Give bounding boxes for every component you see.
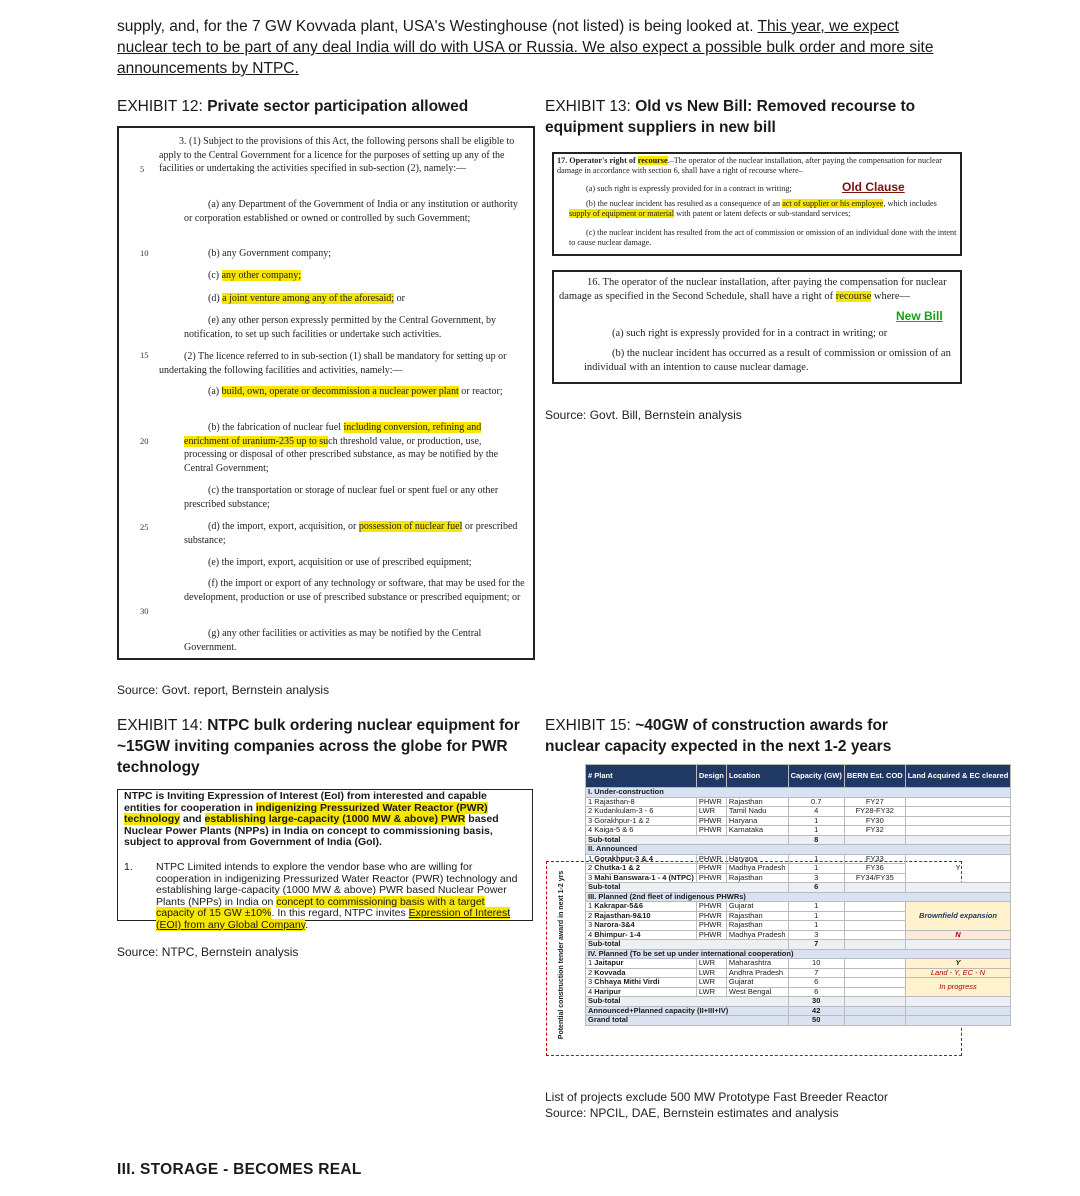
land-status: Land - Y, EC - N (905, 968, 1011, 978)
exhibit-14-source: Source: NTPC, Bernstein analysis (117, 945, 299, 959)
location: Haryana (726, 854, 788, 864)
header-design: Design (696, 765, 726, 788)
total-label: Announced+Planned capacity (II+III+IV) (586, 1006, 789, 1016)
location: Tamil Nadu (726, 807, 788, 817)
activity-a-prefix: (a) (208, 386, 222, 397)
header-cod: BERN Est. COD (844, 765, 905, 788)
capacity: 1 (788, 826, 844, 836)
old-clause-tag: Old Clause (842, 180, 905, 194)
design: PHWR (696, 854, 726, 864)
table-row (586, 959, 1011, 969)
plant-name: Rajasthan-9&10 (594, 910, 651, 920)
exhibit-12-label: EXHIBIT 12: (117, 98, 203, 115)
table-header (586, 765, 1011, 788)
highlight: recourse (835, 290, 872, 302)
old-clause-box (552, 152, 962, 256)
design: PHWR (696, 911, 726, 921)
notice-1-mid: and (180, 813, 205, 825)
subtotal-row (586, 883, 1011, 893)
location: Haryana (726, 816, 788, 826)
design: PHWR (696, 902, 726, 912)
subtotal-label: Sub-total (586, 940, 789, 950)
row-index: 4 (588, 986, 593, 996)
capacity: 6 (788, 978, 844, 988)
row-index: 4 (588, 825, 593, 834)
subtotal-row (586, 835, 1011, 845)
highlight: establishing large-capacity (1000 MW & above) PWR (204, 813, 466, 825)
capacity: 1 (788, 911, 844, 921)
land-status (905, 797, 1011, 807)
design: PHWR (696, 797, 726, 807)
old-clause-c: (c) the nuclear incident has resulted from the act of commission or omission of an individual done with the intent to cause nuclear damage. (569, 228, 957, 247)
total-row (586, 1006, 1011, 1016)
notice-2-suffix: . (305, 918, 309, 931)
notice-paragraph-1 (124, 791, 524, 849)
capacity: 3 (788, 930, 844, 940)
old-clause-heading-text: .–The operator of the nuclear installation, after paying the compensation for nuclear damage in accordance with section 6, shall have a right of recourse where– (557, 156, 942, 175)
intro-paragraph (117, 16, 947, 79)
table-row (586, 816, 1011, 826)
header-capacity: Capacity (GW) (788, 765, 844, 788)
design: LWR (696, 807, 726, 817)
plant-name: Gorakhpur-3 & 4 (594, 853, 654, 863)
grand-total-label: Grand total (586, 1016, 789, 1026)
exhibit-12-heading (117, 96, 468, 117)
line-number: 30 (140, 606, 149, 616)
table-row (586, 930, 1011, 940)
row-index: 2 (588, 863, 593, 872)
old-clause-b (569, 199, 957, 219)
total-value: 42 (788, 1006, 844, 1016)
land-status: Brownfield expansion (905, 902, 1011, 931)
clause-3-2: (2) The licence referred to in sub-section (1) shall be mandatory for setting up or undertaking the following facilities and activities, namely:— (159, 351, 507, 376)
design: LWR (696, 968, 726, 978)
header-location: Location (726, 765, 788, 788)
clause-c (208, 269, 525, 283)
location: Gujarat (726, 902, 788, 912)
activity-d (184, 520, 525, 547)
activity-b-suffix: ch threshold value, or production, use, processing or disposal of other prescribed substance, as may be notified by the Central Government; (184, 435, 499, 474)
row-index: 2 (588, 967, 593, 977)
capacity: 1 (788, 864, 844, 874)
location: Madhya Pradesh (726, 930, 788, 940)
plant-name: Haripur (594, 986, 621, 996)
location: Madhya Pradesh (726, 864, 788, 874)
section-title: IV. Planned (To be set up under international cooperation) (586, 949, 1011, 959)
table-row (586, 826, 1011, 836)
highlight: act of supplier or his employee (782, 199, 884, 208)
activity-b (184, 421, 525, 475)
land-status: In progress (905, 978, 1011, 997)
highlight: concept to commissioning basis with a target capacity of 15 GW ±10% (156, 895, 485, 919)
plant-name: Chutka-1 & 2 (594, 863, 641, 872)
design: LWR (696, 987, 726, 997)
cod: FY27 (844, 797, 905, 807)
activity-a (184, 385, 525, 399)
plant-name: Bhimpur- 1-4 (594, 929, 641, 939)
exhibit-13-source: Source: Govt. Bill, Bernstein analysis (545, 408, 742, 422)
design: PHWR (696, 921, 726, 931)
row-index: 3 (588, 872, 593, 882)
notice-2-prefix: NTPC Limited intends to explore the vendor base who are willing for cooperation in indigenizing Pressurized Water Reactor (PWR) technology and establishing large-capacity (1000 MW & above) PWR based Nuclear Power Plants (NPPs) in India on (156, 861, 518, 908)
exhibit-12-title: Private sector participation allowed (207, 98, 469, 115)
highlight: possession of nuclear fuel (358, 521, 463, 532)
plant-name: Jaitapur (594, 958, 624, 967)
section-title: III. Planned (2nd fleet of indigenous PHWRs) (586, 892, 1011, 902)
plant-name: Chhaya Mithi Virdi (594, 977, 660, 986)
design: PHWR (696, 816, 726, 826)
old-clause-b-mid: , which includes (883, 199, 937, 208)
activity-b-prefix: (b) the fabrication of nuclear fuel (208, 422, 344, 433)
new-bill-heading (559, 276, 955, 303)
subtotal-value: 6 (788, 883, 844, 893)
line-number: 25 (140, 522, 149, 532)
activity-e: (e) the import, export, acquisition or use of prescribed equipment; (208, 557, 472, 568)
new-bill-a: (a) such right is expressly provided for in a contract in writing; or (612, 328, 888, 339)
line-number: 15 (140, 350, 149, 360)
clause-a: (a) any Department of the Government of India or any institution or authority or corporation established or owned or controlled by such Government; (184, 199, 518, 224)
row-index: 1 (588, 853, 593, 863)
location: Andhra Pradesh (726, 968, 788, 978)
cod: FY36 (844, 864, 905, 874)
exhibit-13-title: Old vs New Bill: Removed recourse to equipment suppliers in new bill (545, 98, 916, 136)
activity-a-suffix: or reactor; (458, 386, 503, 397)
location: Maharashtra (726, 959, 788, 969)
section-row (586, 788, 1011, 798)
exhibit-13-label: EXHIBIT 13: (545, 98, 631, 115)
design: PHWR (696, 930, 726, 940)
location: Rajasthan (726, 911, 788, 921)
header-plant: # Plant (586, 765, 697, 788)
exhibit-14-notice (117, 789, 533, 931)
section-row (586, 892, 1011, 902)
highlight: build, own, operate or decommission a nuclear power plant (221, 386, 459, 397)
capacity: 6 (788, 987, 844, 997)
old-clause-b-prefix: (b) the nuclear incident has resulted as a consequence of an (586, 199, 783, 208)
cod: FY28-FY32 (844, 807, 905, 817)
plant-name: Rajasthan-8 (594, 796, 635, 806)
land-status (905, 807, 1011, 817)
old-clause-heading-prefix: 17. Operator's right of (557, 156, 638, 165)
capacity: 1 (788, 921, 844, 931)
notice-1-suffix: based Nuclear Power Plants (NPPs) in India on concept to commissioning basis, subject to approval from Government of India (GoI). (124, 813, 499, 848)
header-land: Land Acquired & EC cleared (905, 765, 1011, 788)
design: PHWR (696, 873, 726, 883)
section-heading-storage: III. STORAGE - BECOMES REAL (117, 1161, 362, 1178)
grand-total-value: 50 (788, 1016, 844, 1026)
clause-d-prefix: (d) (208, 293, 223, 304)
row-index: 3 (588, 815, 593, 825)
tender-award-label-text: Potential construction tender award in next 1-2 yrs (558, 870, 565, 1040)
cod: FY34/FY35 (844, 873, 905, 883)
subtotal-label: Sub-total (586, 835, 789, 845)
location: Rajasthan (726, 797, 788, 807)
plant-name: Gorakhpur-1 & 2 (594, 815, 650, 825)
new-bill-b: (b) the nuclear incident has occurred as a result of commission or omission of an individual with an intention to cause nuclear damage. (584, 348, 951, 373)
clause-d-suffix: or (394, 293, 405, 304)
plant-name: Narora-3&4 (594, 920, 635, 929)
row-index: 1 (588, 958, 593, 967)
row-index: 4 (588, 929, 593, 939)
clause-3-1: 3. (1) Subject to the provisions of this Act, the following persons shall be eligible to apply to the Central Government for a licence for the purposes of setting up any of the facilities or undertaking the activities specified in sub-section (2), namely:— (159, 136, 515, 174)
highlight: recourse (637, 156, 668, 165)
new-bill-box (552, 270, 962, 384)
old-clause-heading (557, 156, 957, 176)
clause-d (208, 292, 525, 306)
exhibit-14-heading (117, 715, 522, 778)
highlight: any other company; (221, 270, 302, 281)
capacity: 10 (788, 959, 844, 969)
highlight: Expression of Interest (EOI) from any Global Company (156, 907, 511, 931)
row-index: 2 (588, 806, 593, 815)
location: Rajasthan (726, 921, 788, 931)
exhibit-15-label: EXHIBIT 15: (545, 717, 631, 734)
plant-name: Mahi Banswara-1 - 4 (NTPC) (594, 872, 694, 882)
exhibit-12-source: Source: Govt. report, Bernstein analysis (117, 683, 330, 697)
notice-1-prefix: NTPC is Inviting Expression of Interest (EoI) from interested and capable entities for cooperation in (124, 790, 487, 814)
subtotal-row (586, 997, 1011, 1007)
clause-e: (e) any other person expressly permitted by the Central Government, by notification, to set up such facilities or undertake such activities. (184, 315, 496, 340)
row-index: 3 (588, 977, 593, 986)
line-number: 20 (140, 436, 149, 446)
clause-b: (b) any Government company; (208, 248, 332, 259)
table-row (586, 978, 1011, 988)
plant-name: Kakrapar-5&6 (594, 901, 644, 910)
capacity: 1 (788, 854, 844, 864)
design: PHWR (696, 864, 726, 874)
old-clause-a: (a) such right is expressly provided for in a contract in writing; (586, 184, 792, 193)
exhibit-15-source: Source: NPCIL, DAE, Bernstein estimates and analysis (545, 1106, 839, 1120)
capacity: 7 (788, 968, 844, 978)
land-status: Y (905, 959, 1011, 969)
subtotal-value: 7 (788, 940, 844, 950)
cod: FY33 (844, 854, 905, 864)
new-bill-heading-text: 16. The operator of the nuclear installation, after paying the compensation for nuclear damage as specified in the Second Schedule, shall have a right of (559, 277, 947, 302)
location: Gujarat (726, 978, 788, 988)
exhibit-15-note: List of projects exclude 500 MW Prototype Fast Breeder Reactor (545, 1090, 888, 1104)
row-index: 1 (588, 901, 593, 910)
intro-underlined-text: This year, we expect nuclear tech to be part of any deal India will do with USA or Russia. We also expect a possible bulk order and more site announcements by NTPC. (117, 18, 934, 77)
subtotal-row (586, 940, 1011, 950)
location: Rajasthan (726, 873, 788, 883)
plant-name: Kovvada (594, 967, 626, 977)
intro-text: supply, and, for the 7 GW Kovvada plant, USA's Westinghouse (not listed) is being looked at. (117, 18, 758, 35)
grand-total-row (586, 1016, 1011, 1026)
notice-paragraph-2 (156, 862, 524, 931)
nuclear-capacity-table (585, 764, 1009, 1026)
row-index: 1 (588, 796, 593, 806)
capacity: 1 (788, 902, 844, 912)
exhibit-15-title: ~40GW of construction awards for nuclear capacity expected in the next 1-2 years (545, 717, 892, 755)
land-status: N (905, 930, 1011, 940)
section-title: I. Under-construction (586, 788, 1011, 798)
exhibit-14-label: EXHIBIT 14: (117, 717, 203, 734)
location: Karnataka (726, 826, 788, 836)
subtotal-value: 30 (788, 997, 844, 1007)
highlight: including conversion, refining and enrichment of uranium-235 up to su (184, 422, 482, 447)
land-status: Y (905, 854, 1011, 883)
subtotal-label: Sub-total (586, 997, 789, 1007)
exhibit-14-title: NTPC bulk ordering nuclear equipment for ~15GW inviting companies across the globe for PWR technology (117, 717, 520, 776)
subtotal-value: 8 (788, 835, 844, 845)
new-bill-tag: New Bill (896, 309, 943, 323)
line-number: 5 (140, 164, 145, 174)
row-index: 3 (588, 920, 593, 929)
row-index: 2 (588, 910, 593, 920)
highlight: a joint venture among any of the aforesaid; (222, 293, 395, 304)
design: PHWR (696, 826, 726, 836)
activity-d-suffix: or prescribed substance; (184, 521, 518, 546)
activity-g: (g) any other facilities or activities as may be notified by the Central Government. (184, 628, 482, 653)
exhibit-12-document (117, 126, 535, 660)
design: LWR (696, 959, 726, 969)
capacity: 4 (788, 807, 844, 817)
cod: FY30 (844, 816, 905, 826)
plant-name: Kaiga-5 & 6 (594, 825, 634, 834)
notice-2-mid: . In this regard, NTPC invites (271, 907, 409, 919)
line-number: 10 (140, 248, 149, 258)
capacity: 0.7 (788, 797, 844, 807)
exhibit-15-heading (545, 715, 945, 757)
clause-c-prefix: (c) (208, 270, 222, 281)
land-status (905, 826, 1011, 836)
location: West Bengal (726, 987, 788, 997)
activity-d-prefix: (d) the import, export, acquisition, or (208, 521, 359, 532)
notice-number: 1. (124, 861, 133, 873)
cod: FY32 (844, 826, 905, 836)
section-title: II. Announced (586, 845, 1011, 855)
highlight: supply of equipment or material (569, 209, 675, 218)
tender-award-label (542, 870, 582, 1040)
capacity: 3 (788, 873, 844, 883)
subtotal-label: Sub-total (586, 883, 789, 893)
plant-name: Kudankulam-3 - 6 (594, 806, 654, 815)
activity-c: (c) the transportation or storage of nuclear fuel or spent fuel or any other prescribed substance; (184, 485, 499, 510)
highlight: indigenizing Pressurized Water Reactor (PWR) technology (124, 801, 488, 825)
new-bill-heading-suffix: where— (871, 290, 911, 302)
section-row (586, 949, 1011, 959)
land-status (905, 816, 1011, 826)
activity-f: (f) the import or export of any technology or software, that may be used for the development, production or use of prescribed substance or prescribed equipment; or (184, 578, 525, 603)
table-row (586, 854, 1011, 864)
design: LWR (696, 978, 726, 988)
exhibit-13-heading (545, 96, 945, 138)
old-clause-b-suffix: with patent or latent defects or sub-standard services; (674, 209, 851, 218)
capacity: 1 (788, 816, 844, 826)
